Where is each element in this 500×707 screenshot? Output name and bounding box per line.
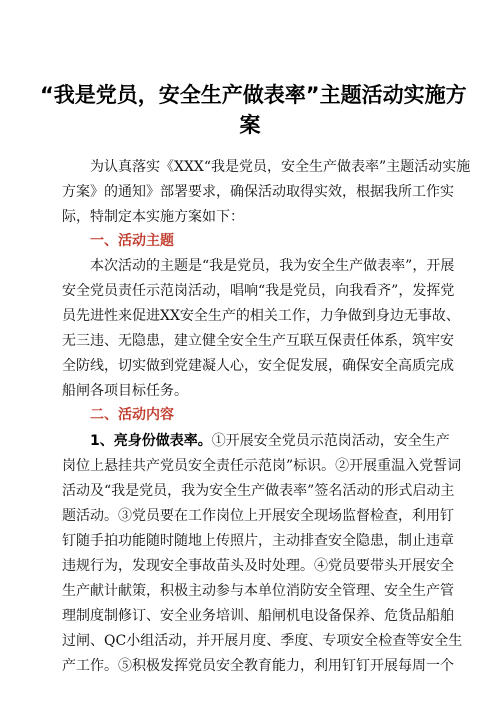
- section1-line-3: 员先进性来促进XX安全生产的相关工作，力争做到身边无事故、: [62, 308, 460, 324]
- item1-bold-title: 1、亮身份做表率。: [90, 433, 212, 449]
- intro-line-3: 际，特制定本实施方案如下：: [62, 209, 244, 225]
- section1-line-2: 安全党员责任示范岗活动，唱响“我是党员，向我看齐”，发挥党: [62, 283, 455, 299]
- section2-line-3: 题活动。③党员要在工作岗位上开展安全现场监督检查，利用钉: [62, 508, 454, 524]
- section-heading-theme: 一、活动主题: [90, 233, 174, 249]
- section2-line-9: 产工作。⑤积极发挥党员安全教育能力，利用钉钉开展每周一个: [62, 658, 454, 674]
- section-heading-content: 二、活动内容: [90, 407, 174, 423]
- section1-line-4: 无三违、无隐患，建立健全安全生产互联互保责任体系，筑牢安: [62, 333, 454, 349]
- item1-first-rest: ①开展安全党员示范岗活动，安全生产: [211, 433, 450, 449]
- section2-line-5: 违规行为，发现安全事故苗头及时处理。④党员要带头开展安全: [62, 558, 454, 574]
- section1-line-6: 船闸各项目标任务。: [62, 383, 188, 399]
- section2-item1-first-line: [90, 432, 450, 450]
- intro-line-2: 方案》的通知》部署要求，确保活动取得实效，根据我所工作实: [62, 184, 454, 200]
- document-title-line-2: 案: [239, 113, 261, 137]
- section2-line-8: 过闸、QC小组活动，并开展月度、季度、专项安全检查等安全生: [62, 633, 463, 649]
- section1-line-5: 全防线，切实做到党建凝人心，安全促发展，确保安全高质完成: [62, 358, 454, 374]
- intro-line-1: 为认真落实《XXX“我是党员，安全生产做表率”主题活动实施: [90, 159, 471, 175]
- section2-line-6: 生产献计献策，积极主动参与本单位消防安全管理、安全生产管: [62, 583, 454, 599]
- section2-line-2: 活动及“我是党员，我为安全生产做表率”签名活动的形式启动主: [62, 483, 455, 499]
- section2-line-7: 理制度制修订、安全业务培训、船闸机电设备保养、危货品船舶: [62, 608, 454, 624]
- section2-line-1: 岗位上悬挂共产党员安全责任示范岗”标识。②开展重温入党誓词: [62, 458, 462, 474]
- document-title-line-1: “我是党员，安全生产做表率”主题活动实施方: [40, 83, 467, 107]
- section1-line-1: 本次活动的主题是“我是党员，我为安全生产做表率”，开展: [90, 258, 455, 274]
- section2-line-4: 钉随手拍功能随时随地上传照片，主动排查安全隐患，制止违章: [62, 533, 454, 549]
